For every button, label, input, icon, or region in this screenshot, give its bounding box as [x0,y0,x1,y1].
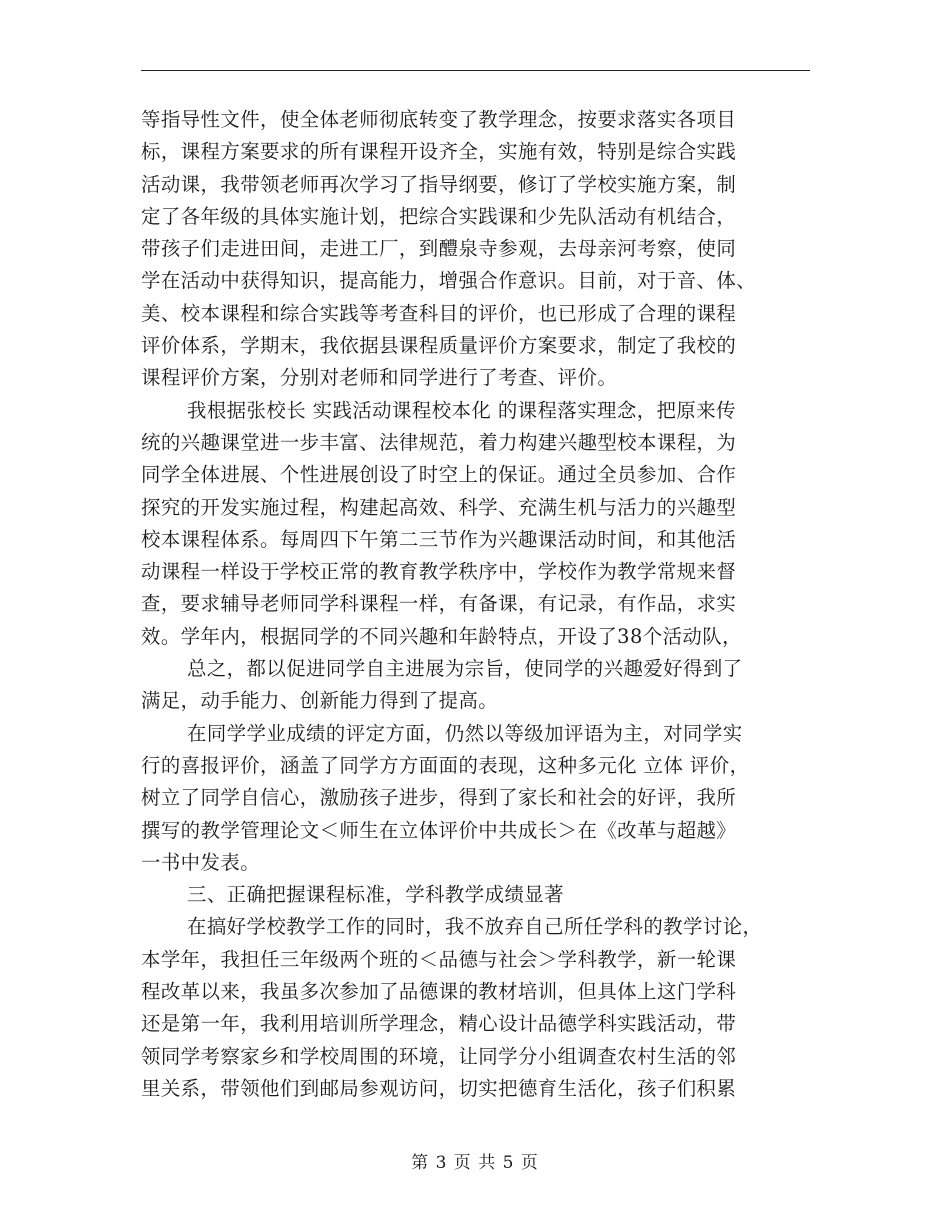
text-line: 一书中发表。 [141,850,261,874]
document-body [141,104,810,1105]
text-line: 我根据张校长 实践活动课程校本化 的课程落实理念，把原来传 [187,398,736,422]
text-line: 带孩子们走进田间，走进工厂，到醴泉寺参观，去母亲河考察，使同 [141,237,737,261]
text-line: 同学全体进展、个性进展创设了时空上的保证。通过全员参加、合作 [141,463,737,487]
text-line: 程改革以来，我虽多次参加了品德课的教材培训，但具体上这门学科 [141,980,737,1004]
text-line: 标，课程方案要求的所有课程开设齐全，实施有效，特别是综合实践 [141,140,737,164]
text-line: 查，要求辅导老师同学科课程一样，有备课，有记录，有作品，求实 [141,592,737,616]
header-divider [141,70,810,71]
text-line: 还是第一年，我利用培训所学理念，精心设计品德学科实践活动，带 [141,1012,737,1036]
text-line: 探究的开发实施过程，构建起高效、科学、充满生机与活力的兴趣型 [141,495,737,519]
text-line: 课程评价方案，分别对老师和同学进行了考查、评价。 [141,366,618,390]
text-line: 在搞好学校教学工作的同时，我不放弃自己所任学科的教学讨论， [187,915,763,939]
text-line: 满足，动手能力、创新能力得到了提高。 [141,689,499,713]
text-line: 撰写的教学管理论文＜师生在立体评价中共成长＞在《改革与超越》 [141,818,737,842]
text-line: 校本课程体系。每周四下午第二三节作为兴趣课活动时间，和其他活 [141,527,737,551]
text-line: 行的喜报评价，涵盖了同学方方面面的表现，这种多元化 立体 评价， [141,753,750,777]
text-line: 动课程一样设于学校正常的教育教学秩序中，学校作为教学常规来督 [141,560,737,584]
text-line: 效。学年内，根据同学的不同兴趣和年龄特点，开设了38个活动队， [141,624,742,648]
text-line: 学在活动中获得知识，提高能力，增强合作意识。目前，对于音、体、 [141,269,757,293]
page-number-footer: 第 3 页 共 5 页 [411,1153,539,1173]
text-line: 评价体系，学期末，我依据县课程质量评价方案要求，制定了我校的 [141,334,737,358]
text-line: 领同学考察家乡和学校周围的环境，让同学分小组调查农村生活的邻 [141,1044,737,1068]
text-line: 树立了同学自信心，激励孩子进步，得到了家长和社会的好评，我所 [141,786,737,810]
text-line: 在同学学业成绩的评定方面，仍然以等级加评语为主，对同学实 [187,721,743,745]
text-line: 美、校本课程和综合实践等考查科目的评价，也已形成了合理的课程 [141,301,737,325]
text-line: 活动课，我带领老师再次学习了指导纲要，修订了学校实施方案，制 [141,172,737,196]
text-line: 总之，都以促进同学自主进展为宗旨，使同学的兴趣爱好得到了 [187,657,743,681]
text-line: 等指导性文件，使全体老师彻底转变了教学理念，按要求落实各项目 [141,108,737,131]
text-line: 本学年，我担任三年级两个班的＜品德与社会＞学科教学，新一轮课 [141,947,737,971]
text-line: 统的兴趣课堂进一步丰富、法律规范，着力构建兴趣型校本课程，为 [141,430,737,454]
text-line: 定了各年级的具体实施计划，把综合实践课和少先队活动有机结合， [141,204,737,228]
text-line: 三、正确把握课程标准，学科教学成绩显著 [187,883,564,907]
text-line: 里关系，带领他们到邮局参观访问，切实把德育生活化，孩子们积累 [141,1076,737,1100]
